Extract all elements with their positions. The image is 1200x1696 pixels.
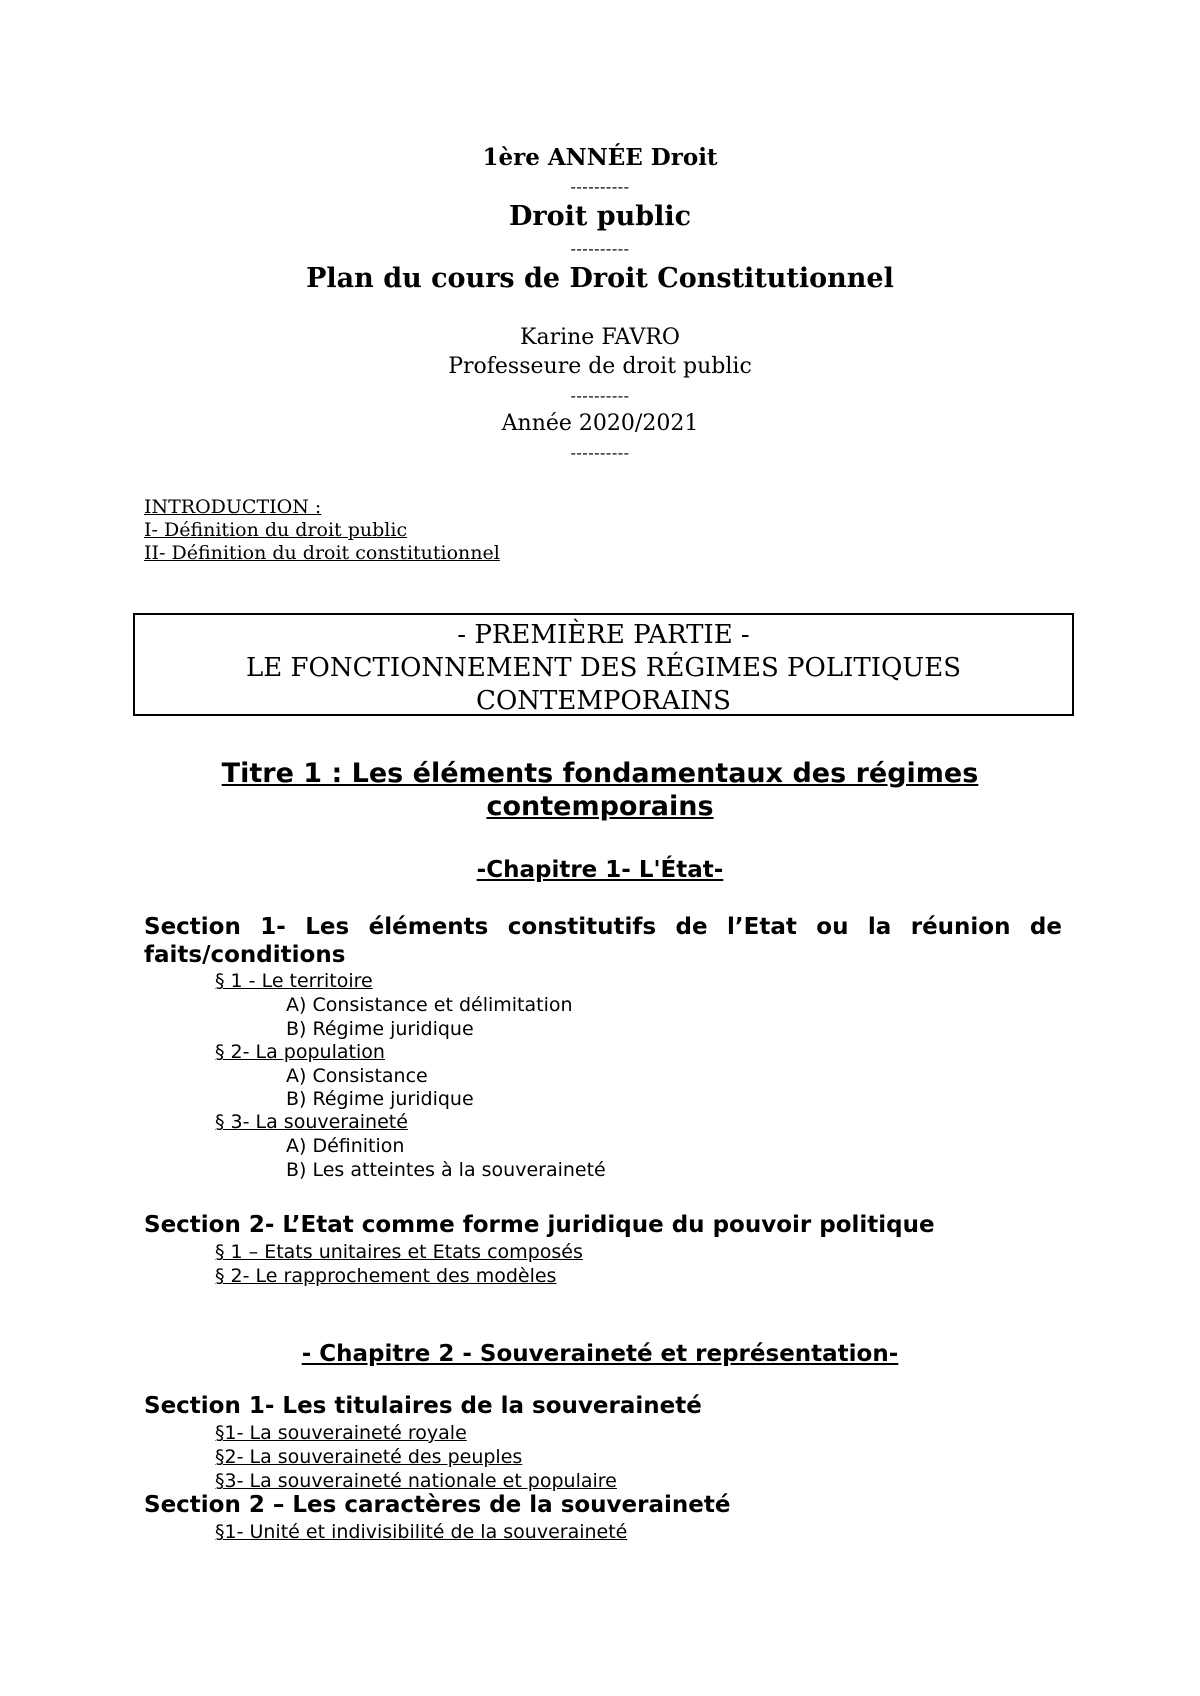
titre-heading-line: contemporains	[486, 791, 714, 822]
section-word: la	[867, 914, 892, 940]
section-word: ou	[816, 914, 849, 940]
sub-item: B) Régime juridique	[286, 1088, 474, 1110]
part-title-line: LE FONCTIONNEMENT DES RÉGIMES POLITIQUES	[245, 653, 962, 683]
introduction-item: II- Définition du droit constitutionnel	[144, 542, 500, 564]
paragraph-heading: §1- Unité et indivisibilité de la souveraineté	[215, 1521, 628, 1543]
paragraph-heading: § 2- Le rapprochement des modèles	[215, 1265, 557, 1287]
section-word: de	[1029, 914, 1062, 940]
section-word: Les	[305, 914, 350, 940]
separator: ----------	[570, 239, 630, 258]
introduction-item: I- Définition du droit public	[144, 519, 408, 541]
paragraph-heading: §3- La souveraineté nationale et populaire	[215, 1470, 617, 1492]
plan-title: Plan du cours de Droit Constitutionnel	[306, 263, 894, 294]
separator: ----------	[570, 177, 630, 196]
section-word: constitutifs	[507, 914, 657, 940]
separator: ----------	[570, 386, 630, 405]
part-title-line: CONTEMPORAINS	[476, 686, 731, 716]
part-label: - PREMIÈRE PARTIE -	[457, 620, 750, 650]
chapter-heading: -Chapitre 1- L'État-	[476, 857, 724, 883]
sub-item: B) Les atteintes à la souveraineté	[286, 1159, 606, 1181]
author-name: Karine FAVRO	[520, 325, 680, 350]
section-word: de	[675, 914, 708, 940]
sub-item: A) Définition	[286, 1135, 405, 1157]
section-word: 1-	[260, 914, 286, 940]
academic-year: Année 2020/2021	[501, 411, 699, 436]
paragraph-heading: §2- La souveraineté des peuples	[215, 1446, 523, 1468]
paragraph-heading: § 1 – Etats unitaires et Etats composés	[215, 1241, 583, 1263]
paragraph-heading: §1- La souveraineté royale	[215, 1422, 467, 1444]
paragraph-heading: § 3- La souveraineté	[215, 1111, 408, 1133]
paragraph-heading: § 1 - Le territoire	[215, 970, 373, 992]
section-heading: Section 2- L’Etat comme forme juridique du pouvoir politique	[144, 1212, 935, 1238]
separator: ----------	[570, 443, 630, 462]
section-heading: Section 2 – Les caractères de la souveraineté	[144, 1492, 731, 1518]
author-role: Professeure de droit public	[448, 354, 752, 379]
section-heading: Section 1- Les titulaires de la souveraineté	[144, 1393, 702, 1419]
section-word: Section	[144, 914, 241, 940]
year-line: 1ère ANNÉE Droit	[482, 144, 718, 171]
sub-item: B) Régime juridique	[286, 1018, 474, 1040]
paragraph-heading: § 2- La population	[215, 1041, 385, 1063]
sub-item: A) Consistance	[286, 1065, 428, 1087]
chapter-heading: - Chapitre 2 - Souveraineté et représentation-	[301, 1341, 899, 1367]
introduction-heading: INTRODUCTION :	[144, 496, 322, 518]
section-heading-continued: faits/conditions	[144, 942, 346, 968]
section-heading	[144, 913, 1062, 941]
sub-item: A) Consistance et délimitation	[286, 994, 573, 1016]
part-box	[133, 613, 1074, 716]
titre-heading-line: Titre 1 : Les éléments fondamentaux des régimes	[221, 758, 979, 789]
section-word: réunion	[910, 914, 1011, 940]
section-word: l’Etat	[727, 914, 797, 940]
subject-title: Droit public	[508, 201, 692, 232]
section-word: éléments	[368, 914, 489, 940]
